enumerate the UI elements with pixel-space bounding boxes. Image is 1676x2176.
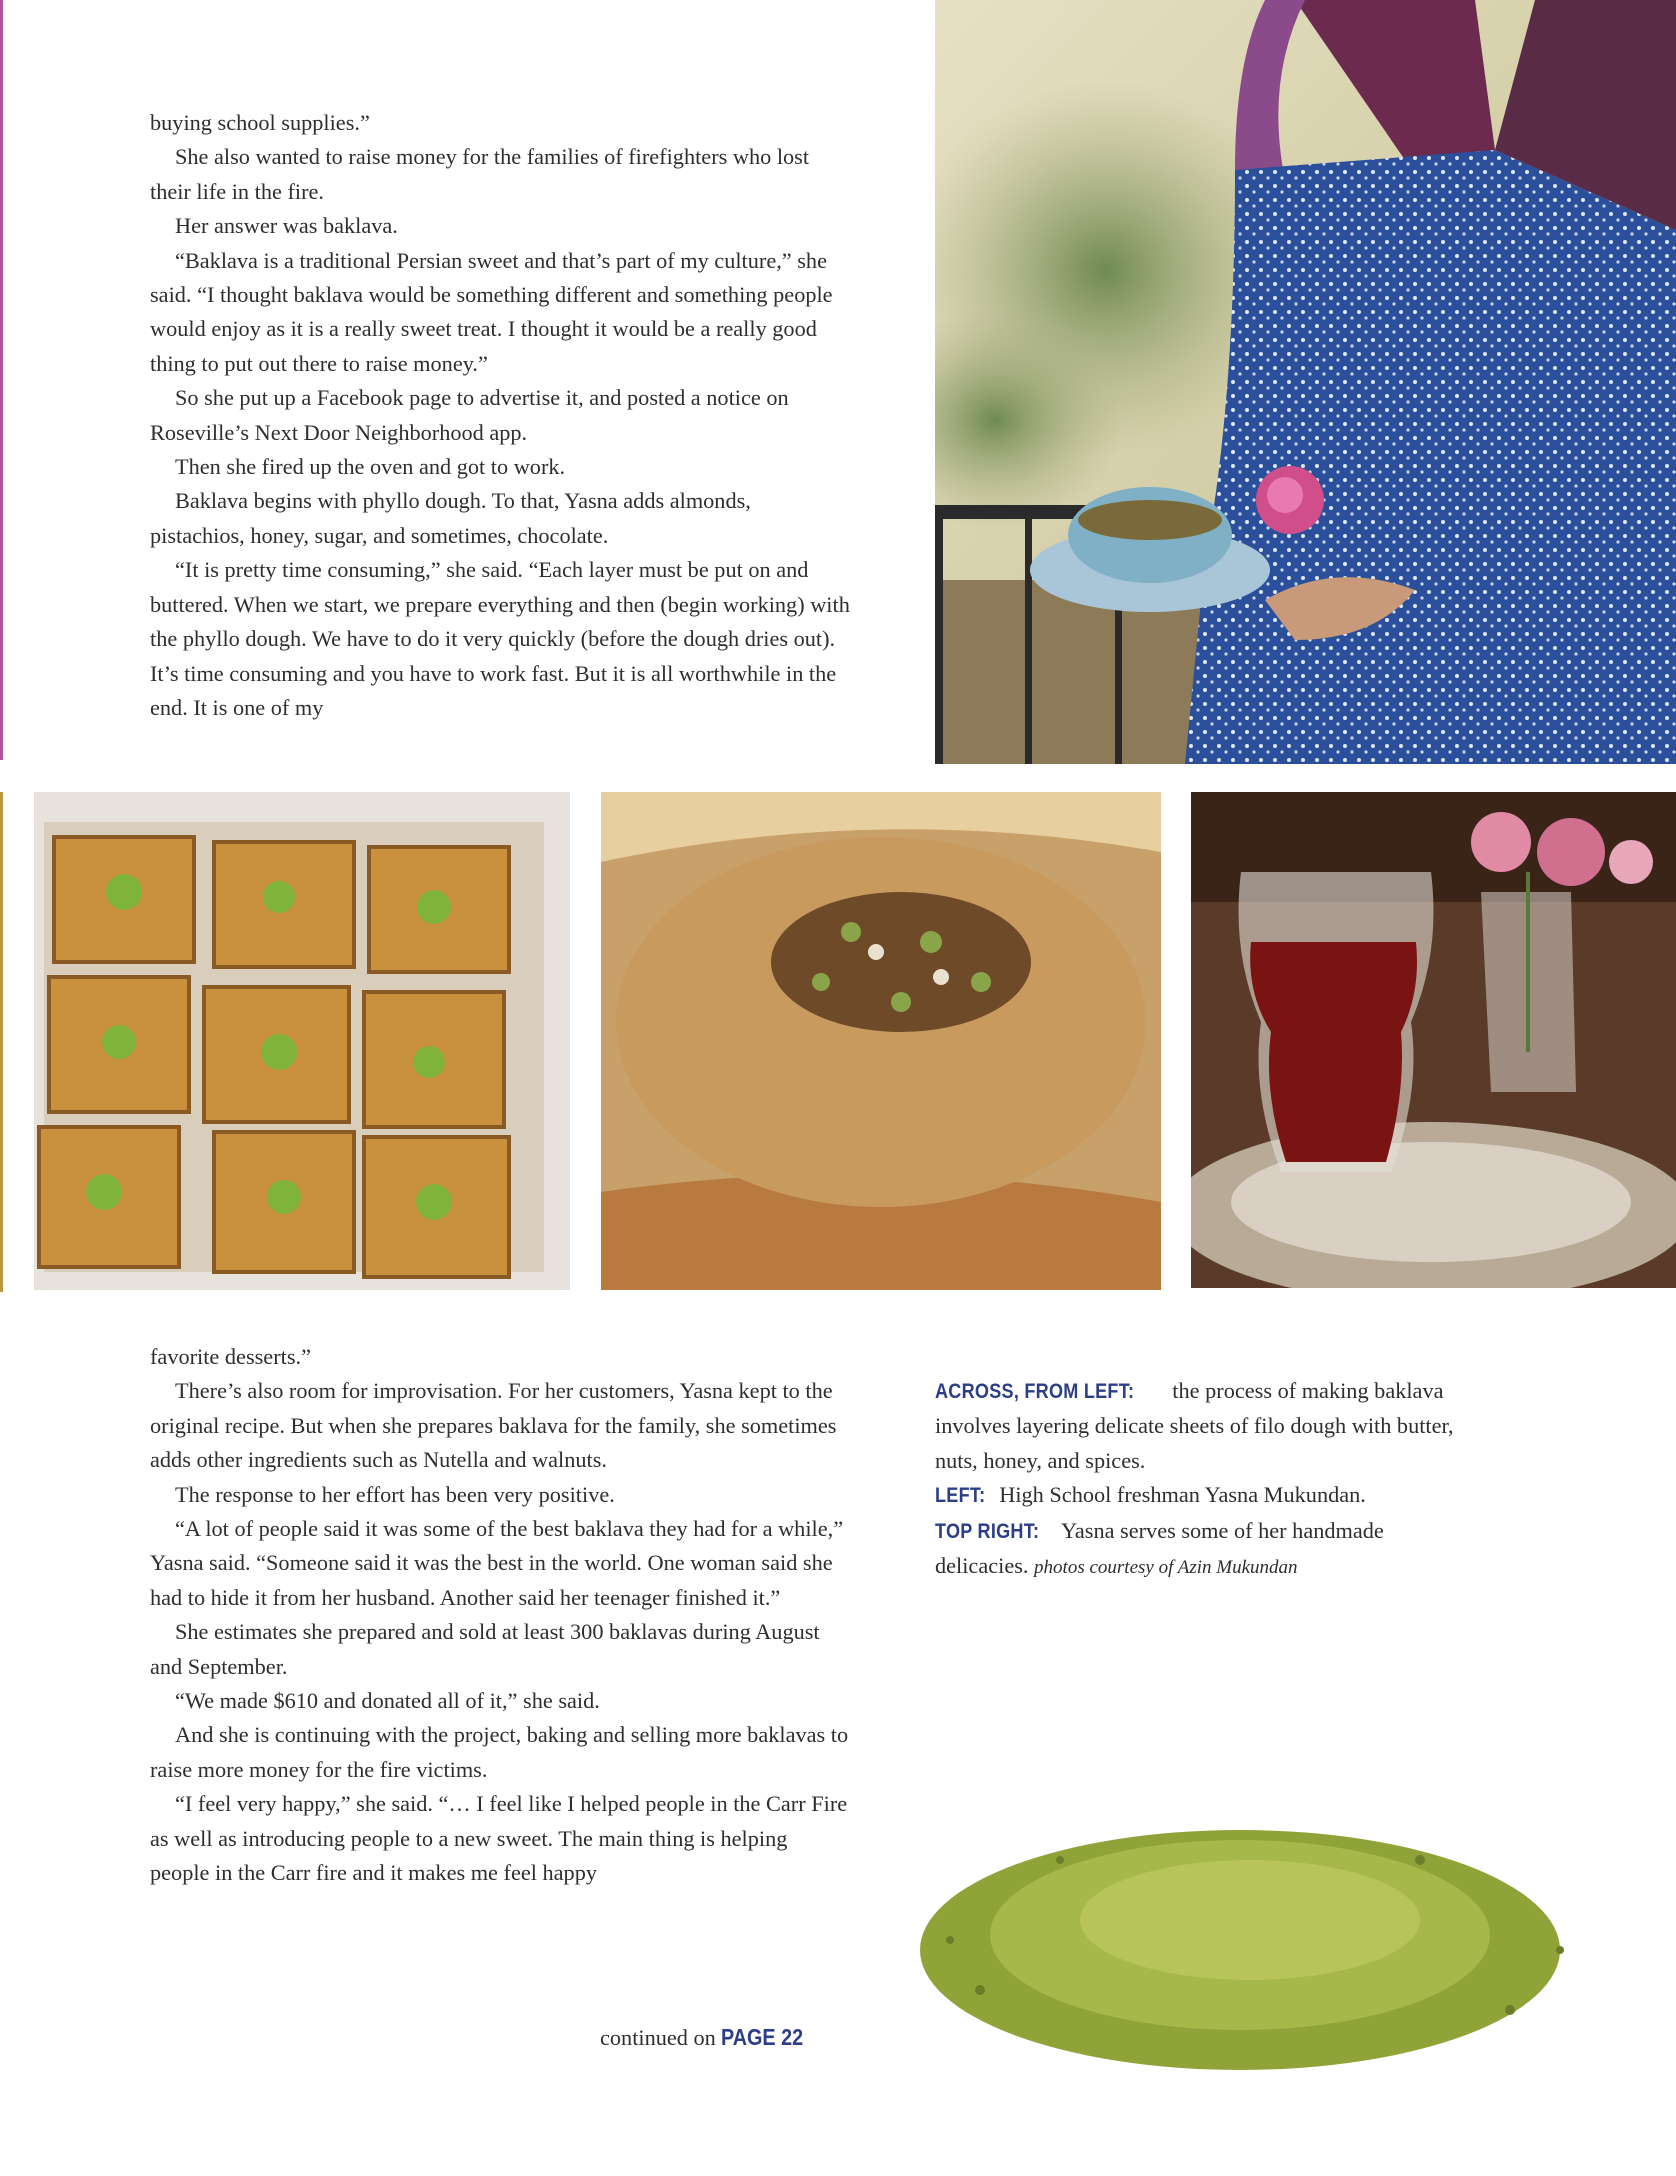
caption-label-left: LEFT: — [935, 1484, 986, 1508]
article-body-top — [150, 106, 850, 725]
article-body-bottom — [150, 1340, 850, 1891]
paragraph: “Baklava is a traditional Persian sweet and that’s part of my culture,” she said. “I thought baklava would be something different and something people would enjoy as it is a really sweet treat. I thought it would be a really good thing to put out there to raise money.” — [150, 247, 833, 376]
caption-label-top-right: TOP RIGHT: — [935, 1519, 1040, 1543]
paragraph: “I feel very happy,” she said. “… I feel like I helped people in the Carr Fire as well as introducing people to a new sweet. The main thing is helping people in the Carr fire and it makes me feel happy — [150, 1791, 848, 1886]
paragraph: And she is continuing with the project, baking and selling more baklavas to raise more money for the fire victims. — [150, 1722, 849, 1782]
continued-page-link[interactable]: PAGE 22 — [721, 2024, 804, 2050]
paragraph: “We made $610 and donated all of it,” she said. — [175, 1688, 600, 1714]
paragraph: So she put up a Facebook page to advertise it, and posted a notice on Roseville’s Next Door Neighborhood app. — [150, 385, 789, 445]
paragraph: Then she fired up the oven and got to work. — [175, 454, 566, 480]
paragraph: She also wanted to raise money for the families of firefighters who lost their life in the fire. — [150, 144, 810, 204]
paragraph: “It is pretty time consuming,” she said. “Each layer must be put on and buttered. When we start, we prepare everything and then (begin working) with the phyllo dough. We have to do it very quickly (before the dough dries out). It’s time consuming and you have to work fast. But it is all worthwhile in the end. It is one of my — [150, 557, 850, 720]
caption-label-across: ACROSS, FROM LEFT: — [935, 1380, 1135, 1403]
continued-on-line — [600, 2024, 817, 2051]
paragraph: Baklava begins with phyllo dough. To that, Yasna adds almonds, pistachios, honey, sugar, and sometimes, chocolate. — [150, 488, 751, 548]
continued-text: continued on — [600, 2025, 722, 2050]
caption-top-right — [935, 1514, 1455, 1586]
paragraph: favorite desserts.” — [150, 1344, 311, 1369]
left-edge-accent-line-lower — [0, 792, 3, 1292]
photo-caption — [935, 1374, 1455, 1585]
paragraph: She estimates she prepared and sold at least 300 baklavas during August and September. — [150, 1619, 820, 1679]
photo-yasna-serving — [935, 0, 1676, 764]
paragraph: The response to her effort has been very positive. — [175, 1481, 615, 1507]
caption-left — [935, 1478, 1455, 1513]
caption-across — [935, 1374, 1455, 1478]
caption-text-left: High School freshman Yasna Mukundan. — [993, 1482, 1366, 1508]
left-edge-accent-line — [0, 0, 3, 760]
paragraph: buying school supplies.” — [150, 110, 370, 135]
paragraph: “A lot of people said it was some of the best baklava they had for a while,” Yasna said. “Someone said it was the best in the world. One woman said she had to hide it from her husband. Another said her teenager finished it.” — [150, 1516, 844, 1610]
caption-text-top-right: Yasna serves some of her handmade delicacies. — [935, 1517, 1384, 1579]
photo-crushed-pistachios — [860, 1740, 1620, 2120]
photo-baklava-tray — [34, 792, 570, 1290]
photo-baklava-pie — [601, 792, 1161, 1290]
caption-text-across: the process of making baklava involves layering delicate sheets of filo dough with butter, nuts, honey, and spices. — [935, 1378, 1454, 1473]
photo-tea-glass — [1191, 792, 1676, 1288]
paragraph: There’s also room for improvisation. For her customers, Yasna kept to the original recipe. But when she prepares baklava for the family, she sometimes adds other ingredients such as Nutella and walnuts. — [150, 1378, 837, 1473]
photo-credit: photos courtesy of Azin Mukundan — [1034, 1557, 1298, 1579]
paragraph: Her answer was baklava. — [175, 213, 398, 239]
